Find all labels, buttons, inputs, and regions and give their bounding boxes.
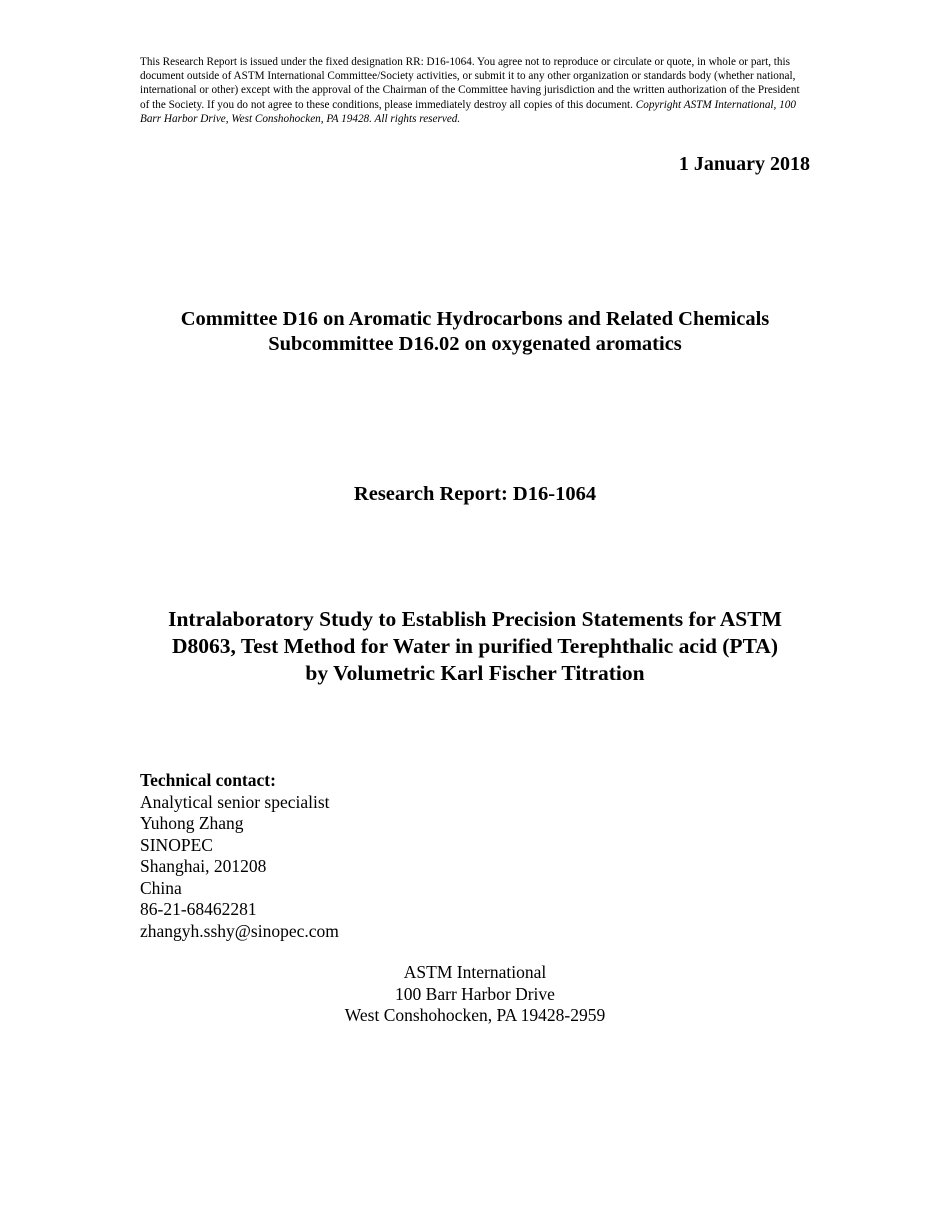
contact-name: Yuhong Zhang xyxy=(140,813,244,833)
title-line-2: D8063, Test Method for Water in purified Terephthalic acid (PTA) xyxy=(171,634,778,658)
contact-organization: SINOPEC xyxy=(140,834,213,855)
contact-city: Shanghai, 201208 xyxy=(140,856,267,876)
title-line-1: Intralaboratory Study to Establish Precision Statements for ASTM xyxy=(168,607,782,631)
report-title xyxy=(0,606,950,687)
contact-phone: 86-21-68462281 xyxy=(140,899,257,919)
subcommittee-line: Subcommittee D16.02 on oxygenated aromatics xyxy=(268,333,682,355)
report-number: Research Report: D16-1064 xyxy=(353,483,597,505)
contact-email: zhangyh.sshy@sinopec.com xyxy=(140,920,339,941)
committee-heading xyxy=(0,307,950,357)
address-street: 100 Barr Harbor Drive xyxy=(395,983,555,1004)
technical-contact xyxy=(140,770,339,942)
address-org: ASTM International xyxy=(403,962,547,982)
title-line-3: by Volumetric Karl Fischer Titration xyxy=(305,661,645,685)
notice-text: This Research Report is issued under the fixed designation RR: D16-1064. You agree not to reproduce or circulate or quote, in whole or part, this document outside of ASTM International Committee/Society activities, or submit it to any other organization or standards body (whether national, international or other) except with the approval of the Chairman of the Committee having jurisdiction and the written authorization of the President of the Society. If you do not agree to these conditions, please immediately destroy all copies of this document. xyxy=(140,56,800,111)
contact-heading: Technical contact: xyxy=(140,770,276,790)
report-date: 1 January 2018 xyxy=(678,153,810,175)
contact-country: China xyxy=(140,877,182,898)
contact-role: Analytical senior specialist xyxy=(140,791,330,812)
copyright-notice xyxy=(140,55,810,126)
address-city: West Conshohocken, PA 19428-2959 xyxy=(344,1005,606,1025)
copyright-text: Copyright ASTM International, 100 Barr Harbor Drive, West Conshohocken, PA 19428. All rights reserved. xyxy=(140,98,796,125)
astm-address xyxy=(0,962,950,1027)
committee-line: Committee D16 on Aromatic Hydrocarbons and Related Chemicals xyxy=(180,308,770,330)
